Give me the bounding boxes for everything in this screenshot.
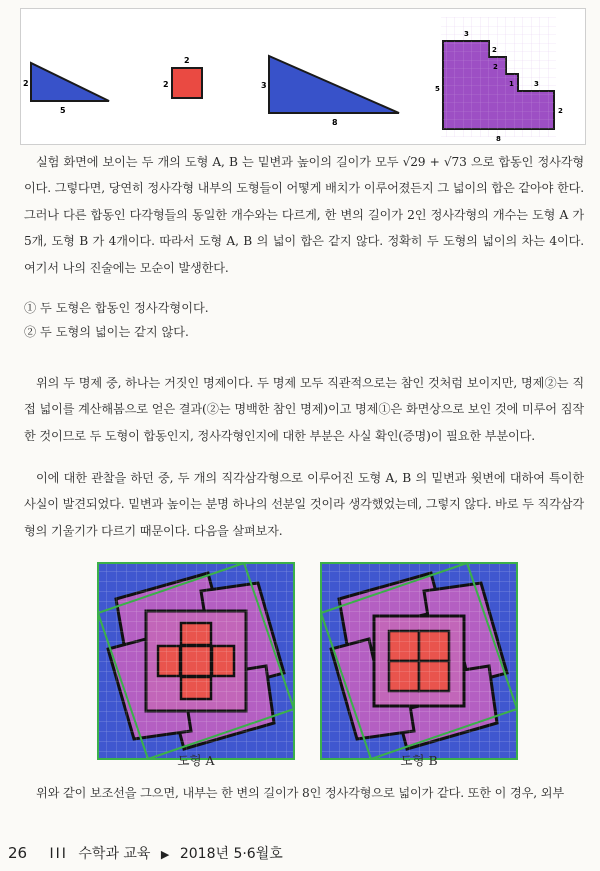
statement-1: ① 두 도형은 합동인 정사각형이다. xyxy=(24,301,209,315)
tri1-height-label: 2 xyxy=(23,79,29,88)
caption-b: 도형 B xyxy=(400,753,438,768)
red-square xyxy=(163,56,202,98)
figure-a xyxy=(96,561,296,761)
stair-right-label: 2 xyxy=(558,107,563,115)
issue-label: 2018년 5·6월호 xyxy=(179,846,283,862)
paragraph-3: 이에 대한 관찰을 하던 중, 두 개의 직각삼각형으로 이루어진 도형 A, B 의 밑변과 윗변에 대하여 특이한 사실이 발견되었다. 밑변과 높이는 분명 하나의 선분일 것이라 생각했었는데, 그렇지 않다. 바로 두 직각삼각형의 기울기가 다르기 때문이다. 다음을 살펴보자. xyxy=(24,471,584,538)
statement-list xyxy=(24,296,209,344)
tri2-base-label: 8 xyxy=(332,118,338,127)
stair-bottom-label: 8 xyxy=(496,135,501,143)
paragraph-4: 위와 같이 보조선을 그으면, 내부는 한 변의 길이가 8인 정사각형으로 넓이가 같다. 또한 이 경우, 외부 xyxy=(36,786,564,800)
triangle-right-icon: ▶ xyxy=(160,848,170,861)
tri1-base-label: 5 xyxy=(60,106,66,115)
stair-top-label: 3 xyxy=(464,30,469,38)
square-left-label: 2 xyxy=(163,80,169,89)
footer-bars: III xyxy=(49,846,68,862)
tri2-height-label: 3 xyxy=(261,81,267,90)
stair-step1-label: 2 xyxy=(492,46,497,54)
page-number: 26 xyxy=(8,844,28,862)
caption-a: 도형 A xyxy=(177,753,215,768)
triangle-small xyxy=(23,63,109,115)
red-square-shape xyxy=(172,68,202,98)
triangle-large xyxy=(261,56,399,127)
stair-step3-label: 3 xyxy=(534,80,539,88)
top-figure-panel xyxy=(20,8,586,145)
square-top-label: 2 xyxy=(184,56,190,65)
stair-step2a-label: 2 xyxy=(493,63,498,71)
stair-step2b-label: 1 xyxy=(509,80,514,88)
triangle-small-shape xyxy=(31,63,109,101)
staircase-shape xyxy=(435,17,563,143)
top-figure-svg xyxy=(21,9,587,146)
paragraph-2: 위의 두 명제 중, 하나는 거짓인 명제이다. 두 명제 모두 직관적으로는 참인 것처럼 보이지만, 명제②는 직접 넓이를 계산해봄으로 얻은 결과(②는 명백한 참인 명제)이고 명제①은 화면상으로 보인 것에 미루어 짐작한 것이므로 두 도형이 합동인지, 정사각형인지에 대한 부분은 사실 확인(증명)이 필요한 부분이다. xyxy=(24,376,584,443)
page-footer xyxy=(8,843,283,863)
stair-left-label: 5 xyxy=(435,85,440,93)
paragraph-1: 실험 화면에 보이는 두 개의 도형 A, B 는 밑변과 높이의 길이가 모두 √29 + √73 으로 합동인 정사각형이다. 그렇다면, 당연히 정사각형 내부의 도형들이 어떻게 배치가 이루어졌든지 그 넓이의 합은 같아야 한다. 그러나 다른 합동인 다각형들의 동일한 개수와는 다르게, 한 변의 길이가 2인 정사각형의 개수는 도형 A 가 5개, 도형 B 가 4개이다. 따라서 도형 A, B 의 넓이 합은 같지 않다. 정확히 두 도형의 넓이의 차는 4이다. 여기서 나의 진술에는 모순이 발생한다. xyxy=(24,155,584,275)
journal-name: 수학과 교육 xyxy=(78,846,151,862)
triangle-large-shape xyxy=(269,56,399,113)
statement-2: ② 두 도형의 넓이는 같지 않다. xyxy=(24,325,189,339)
figure-b xyxy=(319,561,519,761)
